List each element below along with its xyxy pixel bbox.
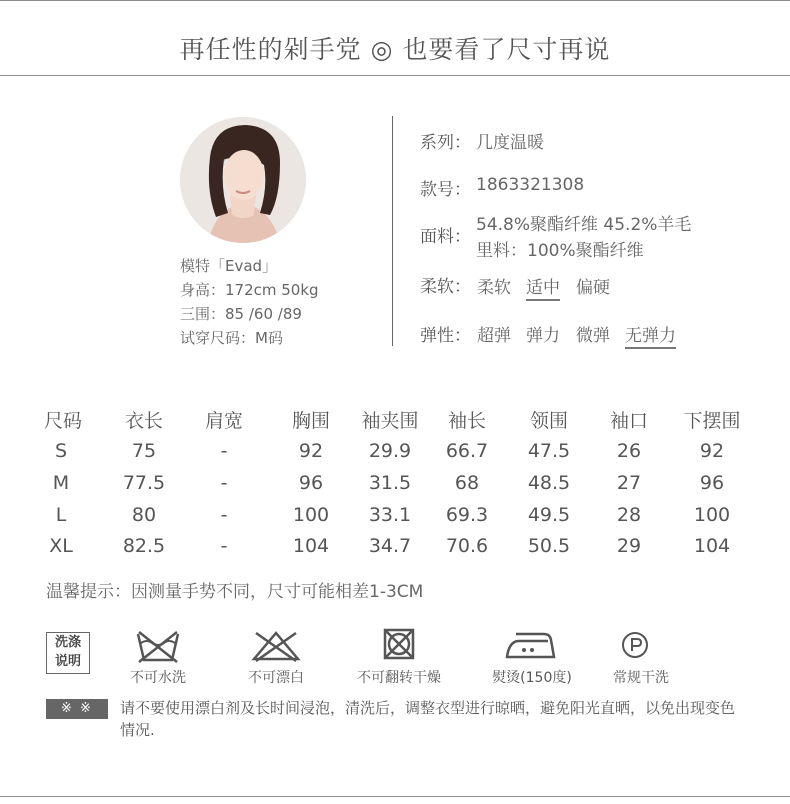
table-cell: 26 [616, 440, 642, 462]
table-cell: 29.9 [368, 440, 412, 462]
fabric-line-1: 54.8%聚酯纤维 45.2%羊毛 [476, 215, 692, 235]
table-cell: 49.5 [527, 504, 571, 526]
header-length: 衣长 [124, 410, 163, 432]
table-cell: 27 [616, 472, 642, 494]
top-border [0, 0, 790, 1]
model-name: 模特「Evad」 [180, 257, 278, 275]
table-cell: 48.5 [527, 472, 571, 494]
table-cell: 28 [616, 504, 642, 526]
code-value: 1863321308 [476, 175, 585, 195]
table-cell: 29 [616, 535, 642, 557]
table-cell: 31.5 [368, 472, 412, 494]
header-hem: 下摆围 [683, 410, 741, 432]
table-cell: 82.5 [122, 535, 166, 557]
care-label-no-wash: 不可水洗 [130, 670, 186, 686]
table-cell: L [55, 504, 67, 526]
table-cell: 50.5 [527, 535, 571, 557]
elasticity-option-slight: 微弹 [576, 326, 610, 346]
table-cell: - [220, 440, 228, 462]
care-label-dry-clean: 常规干洗 [613, 670, 669, 686]
header-size: 尺码 [43, 410, 82, 432]
header-armhole: 袖夹围 [361, 410, 419, 432]
no-bleach-icon [251, 630, 301, 666]
elasticity-option-none: 无弹力 [625, 321, 676, 349]
table-cell: 104 [693, 535, 731, 557]
care-label-no-tumble-dry: 不可翻转干燥 [357, 670, 441, 686]
table-cell: 80 [131, 504, 157, 526]
softness-label: 柔软： [420, 277, 471, 297]
care-label-iron: 熨烫(150度) [492, 670, 572, 686]
code-label: 款号： [420, 180, 471, 200]
series-value: 几度温暖 [476, 133, 544, 153]
table-cell: 92 [699, 440, 725, 462]
table-cell: 75 [131, 440, 157, 462]
softness-option-soft: 柔软 [477, 278, 511, 298]
header-sleeve: 袖长 [447, 410, 486, 432]
table-cell: XL [49, 535, 73, 557]
no-wash-icon [135, 629, 181, 667]
dry-clean-icon [621, 631, 649, 663]
care-label-no-bleach: 不可漂白 [248, 670, 304, 686]
no-tumble-dry-icon [383, 628, 415, 664]
model-height-weight: 身高：172cm 50kg [180, 281, 319, 299]
page-title: 再任性的剁手党 ◎ 也要看了尺寸再说 [179, 35, 611, 64]
table-cell: - [220, 504, 228, 526]
wash-box-line-2: 说明 [54, 654, 81, 669]
table-cell: S [54, 440, 68, 462]
model-try-size: 试穿尺码：M码 [180, 329, 283, 347]
table-cell: 96 [699, 472, 725, 494]
info-divider [392, 116, 393, 346]
table-cell: 104 [292, 535, 330, 557]
header-chest: 胸围 [291, 410, 330, 432]
table-cell: 96 [298, 472, 324, 494]
table-cell: - [220, 472, 228, 494]
elasticity-label: 弹性： [420, 326, 471, 346]
table-cell: 100 [292, 504, 330, 526]
table-cell: 100 [693, 504, 731, 526]
warning-badge: ※ ※ [46, 699, 108, 719]
table-cell: 70.6 [445, 535, 489, 557]
table-cell: - [220, 535, 228, 557]
table-cell: 47.5 [527, 440, 571, 462]
table-cell: 92 [298, 440, 324, 462]
header-shoulder: 肩宽 [204, 410, 243, 432]
care-note: 请不要使用漂白剂及长时间浸泡，清洗后，调整衣型进行晾晒，避免阳光直晒，以免出现变色情况. [120, 699, 736, 739]
softness-option-hard: 偏硬 [576, 278, 610, 298]
softness-option-medium: 适中 [526, 273, 560, 301]
wash-box-line-1: 洗涤 [54, 635, 81, 650]
table-cell: 34.7 [368, 535, 412, 557]
measurement-tip: 温馨提示：因测量手势不同，尺寸可能相差1-3CM [46, 582, 424, 602]
series-label: 系列： [420, 133, 471, 153]
elasticity-option-super: 超弹 [477, 326, 511, 346]
fabric-line-2: 里料：100%聚酯纤维 [476, 241, 644, 261]
table-cell: 66.7 [445, 440, 489, 462]
header-neck: 领围 [529, 410, 568, 432]
table-cell: 33.1 [368, 504, 412, 526]
model-measurements: 三围：85 /60 /89 [180, 305, 302, 323]
header-cuff: 袖口 [609, 410, 648, 432]
elasticity-option-stretch: 弹力 [526, 326, 560, 346]
title-divider [0, 75, 790, 76]
wash-instructions-box [46, 632, 90, 674]
table-cell: M [52, 472, 70, 494]
iron-icon [504, 630, 556, 664]
table-cell: 69.3 [445, 504, 489, 526]
fabric-label: 面料： [420, 227, 471, 247]
bottom-border [0, 796, 790, 797]
table-cell: 68 [454, 472, 480, 494]
model-avatar [180, 117, 306, 243]
table-cell: 77.5 [122, 472, 166, 494]
